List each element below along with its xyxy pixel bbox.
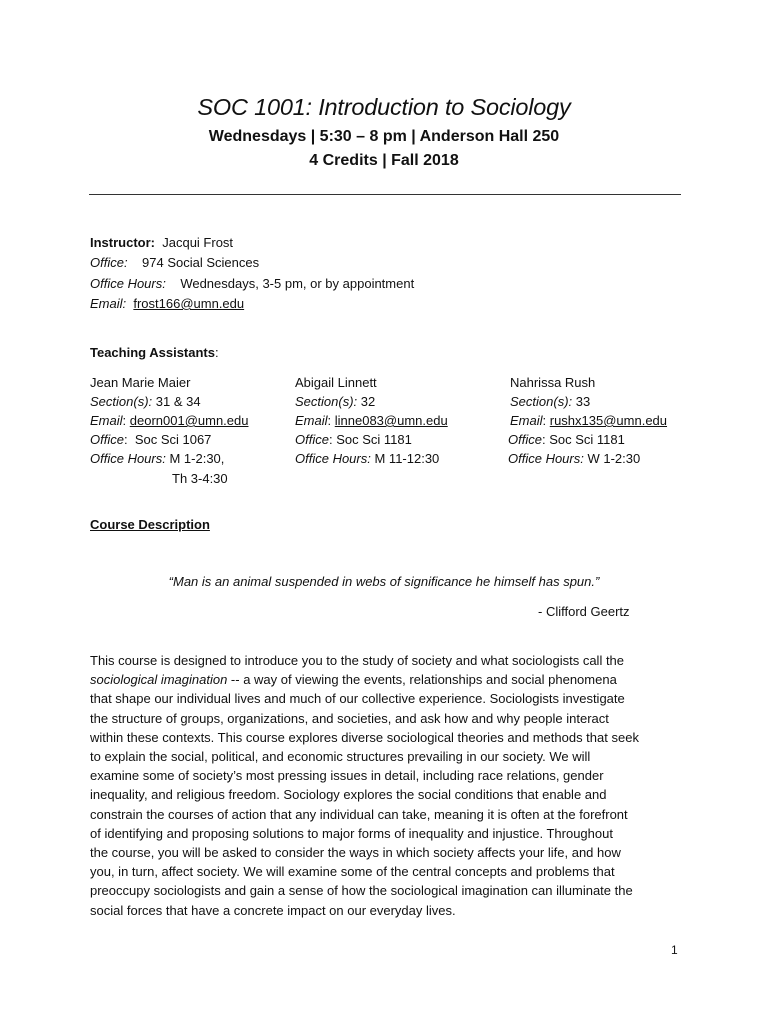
ta-1-name: Jean Marie Maier [90,375,191,390]
ta-1-sections: Section(s): 31 & 34 [90,394,201,409]
ta-3-hours: Office Hours: W 1-2:30 [508,451,641,466]
office-value: 974 Social Sciences [142,255,260,270]
epigraph-attribution: - Clifford Geertz [538,604,630,619]
paragraph-line: of identifying and proposing solutions to major forms of inequality and injustice. Throughout [90,825,613,841]
office-line [90,254,259,272]
page-number: 1 [671,943,678,957]
ta-2-name: Abigail Linnett [295,375,377,390]
office-hours-line [90,275,414,293]
paragraph-line: to explain the social, political, and economic structures prevailing in our society. We will [90,749,591,765]
paragraph-line: constrain the courses of action that any individual can take, meaning it is often at the forefront [90,806,628,822]
ta-1-hours: Office Hours: M 1-2:30, [90,451,225,466]
ta-1-hours-2: Th 3-4:30 [172,471,228,486]
email-label: Email: [90,296,127,311]
ta-1-office: Office: Soc Sci 1067 [90,432,212,447]
paragraph-line: that shape our individual lives and much of our collective experience. Sociologists investigate [90,691,625,707]
ta-2-email: Email: linne083@umn.edu [295,413,448,428]
paragraph-line: within these contexts. This course explores diverse sociological theories and methods that seek [90,729,639,745]
ta-3-email: Email: rushx135@umn.edu [510,413,668,428]
ta-3-sections: Section(s): 33 [510,394,591,409]
instructor-line [90,234,233,252]
paragraph-line: inequality, and religious freedom. Sociology explores the social conditions that enable and [90,787,607,803]
ta-2-office: Office: Soc Sci 1181 [295,432,412,447]
paragraph-line: the course, you will be asked to consider the ways in which society affects your life, and how [90,845,621,861]
paragraph-line: examine some of society’s most pressing issues in detail, including race relations, gender [90,768,604,784]
paragraph-line: social forces that have a concrete impact on our everyday lives. [90,902,456,918]
ta-heading: Teaching Assistants: [90,345,219,360]
paragraph-line: the structure of groups, organizations, and societies, and ask how and why people interact [90,710,609,726]
paragraph-line: sociological imagination -- a way of viewing the events, relationships and social phenomena [90,672,617,688]
course-schedule: Wednesdays | 5:30 – 8 pm | Anderson Hall 250 [208,128,560,145]
office-hours-label: Office Hours: [90,276,166,291]
ta-3-office: Office: Soc Sci 1181 [508,432,625,447]
paragraph-line: This course is designed to introduce you to the study of society and what sociologists call the [90,653,625,668]
instructor-name: Jacqui Frost [162,235,234,250]
paragraph-line: you, in turn, affect society. We will examine some of the central concepts and problems that [90,864,615,880]
course-credits: 4 Credits | Fall 2018 [309,152,459,169]
paragraph-line: preoccupy sociologists and gain a sense of how the sociological imagination can illuminate the [90,883,633,899]
ta-2-sections: Section(s): 32 [295,394,376,409]
ta-3-email-link[interactable]: rushx135@umn.edu [549,413,668,428]
header-divider [89,194,681,195]
instructor-email-link[interactable]: frost166@umn.edu [133,296,245,311]
email-line [90,295,244,313]
ta-2-email-link[interactable]: linne083@umn.edu [334,413,448,428]
epigraph-quote: “Man is an animal suspended in webs of significance he himself has spun.” [168,574,600,589]
course-description-paragraph [90,651,684,920]
course-title: SOC 1001: Introduction to Sociology [197,94,571,120]
office-label: Office: [90,255,128,270]
ta-2-hours: Office Hours: M 11-12:30 [295,451,440,466]
office-hours-value: Wednesdays, 3-5 pm, or by appointment [180,276,415,291]
ta-3-name: Nahrissa Rush [510,375,596,390]
instructor-label: Instructor: [90,235,155,250]
course-description-heading: Course Description [90,517,210,532]
ta-1-email: Email: deorn001@umn.edu [90,413,249,428]
ta-1-email-link[interactable]: deorn001@umn.edu [129,413,249,428]
